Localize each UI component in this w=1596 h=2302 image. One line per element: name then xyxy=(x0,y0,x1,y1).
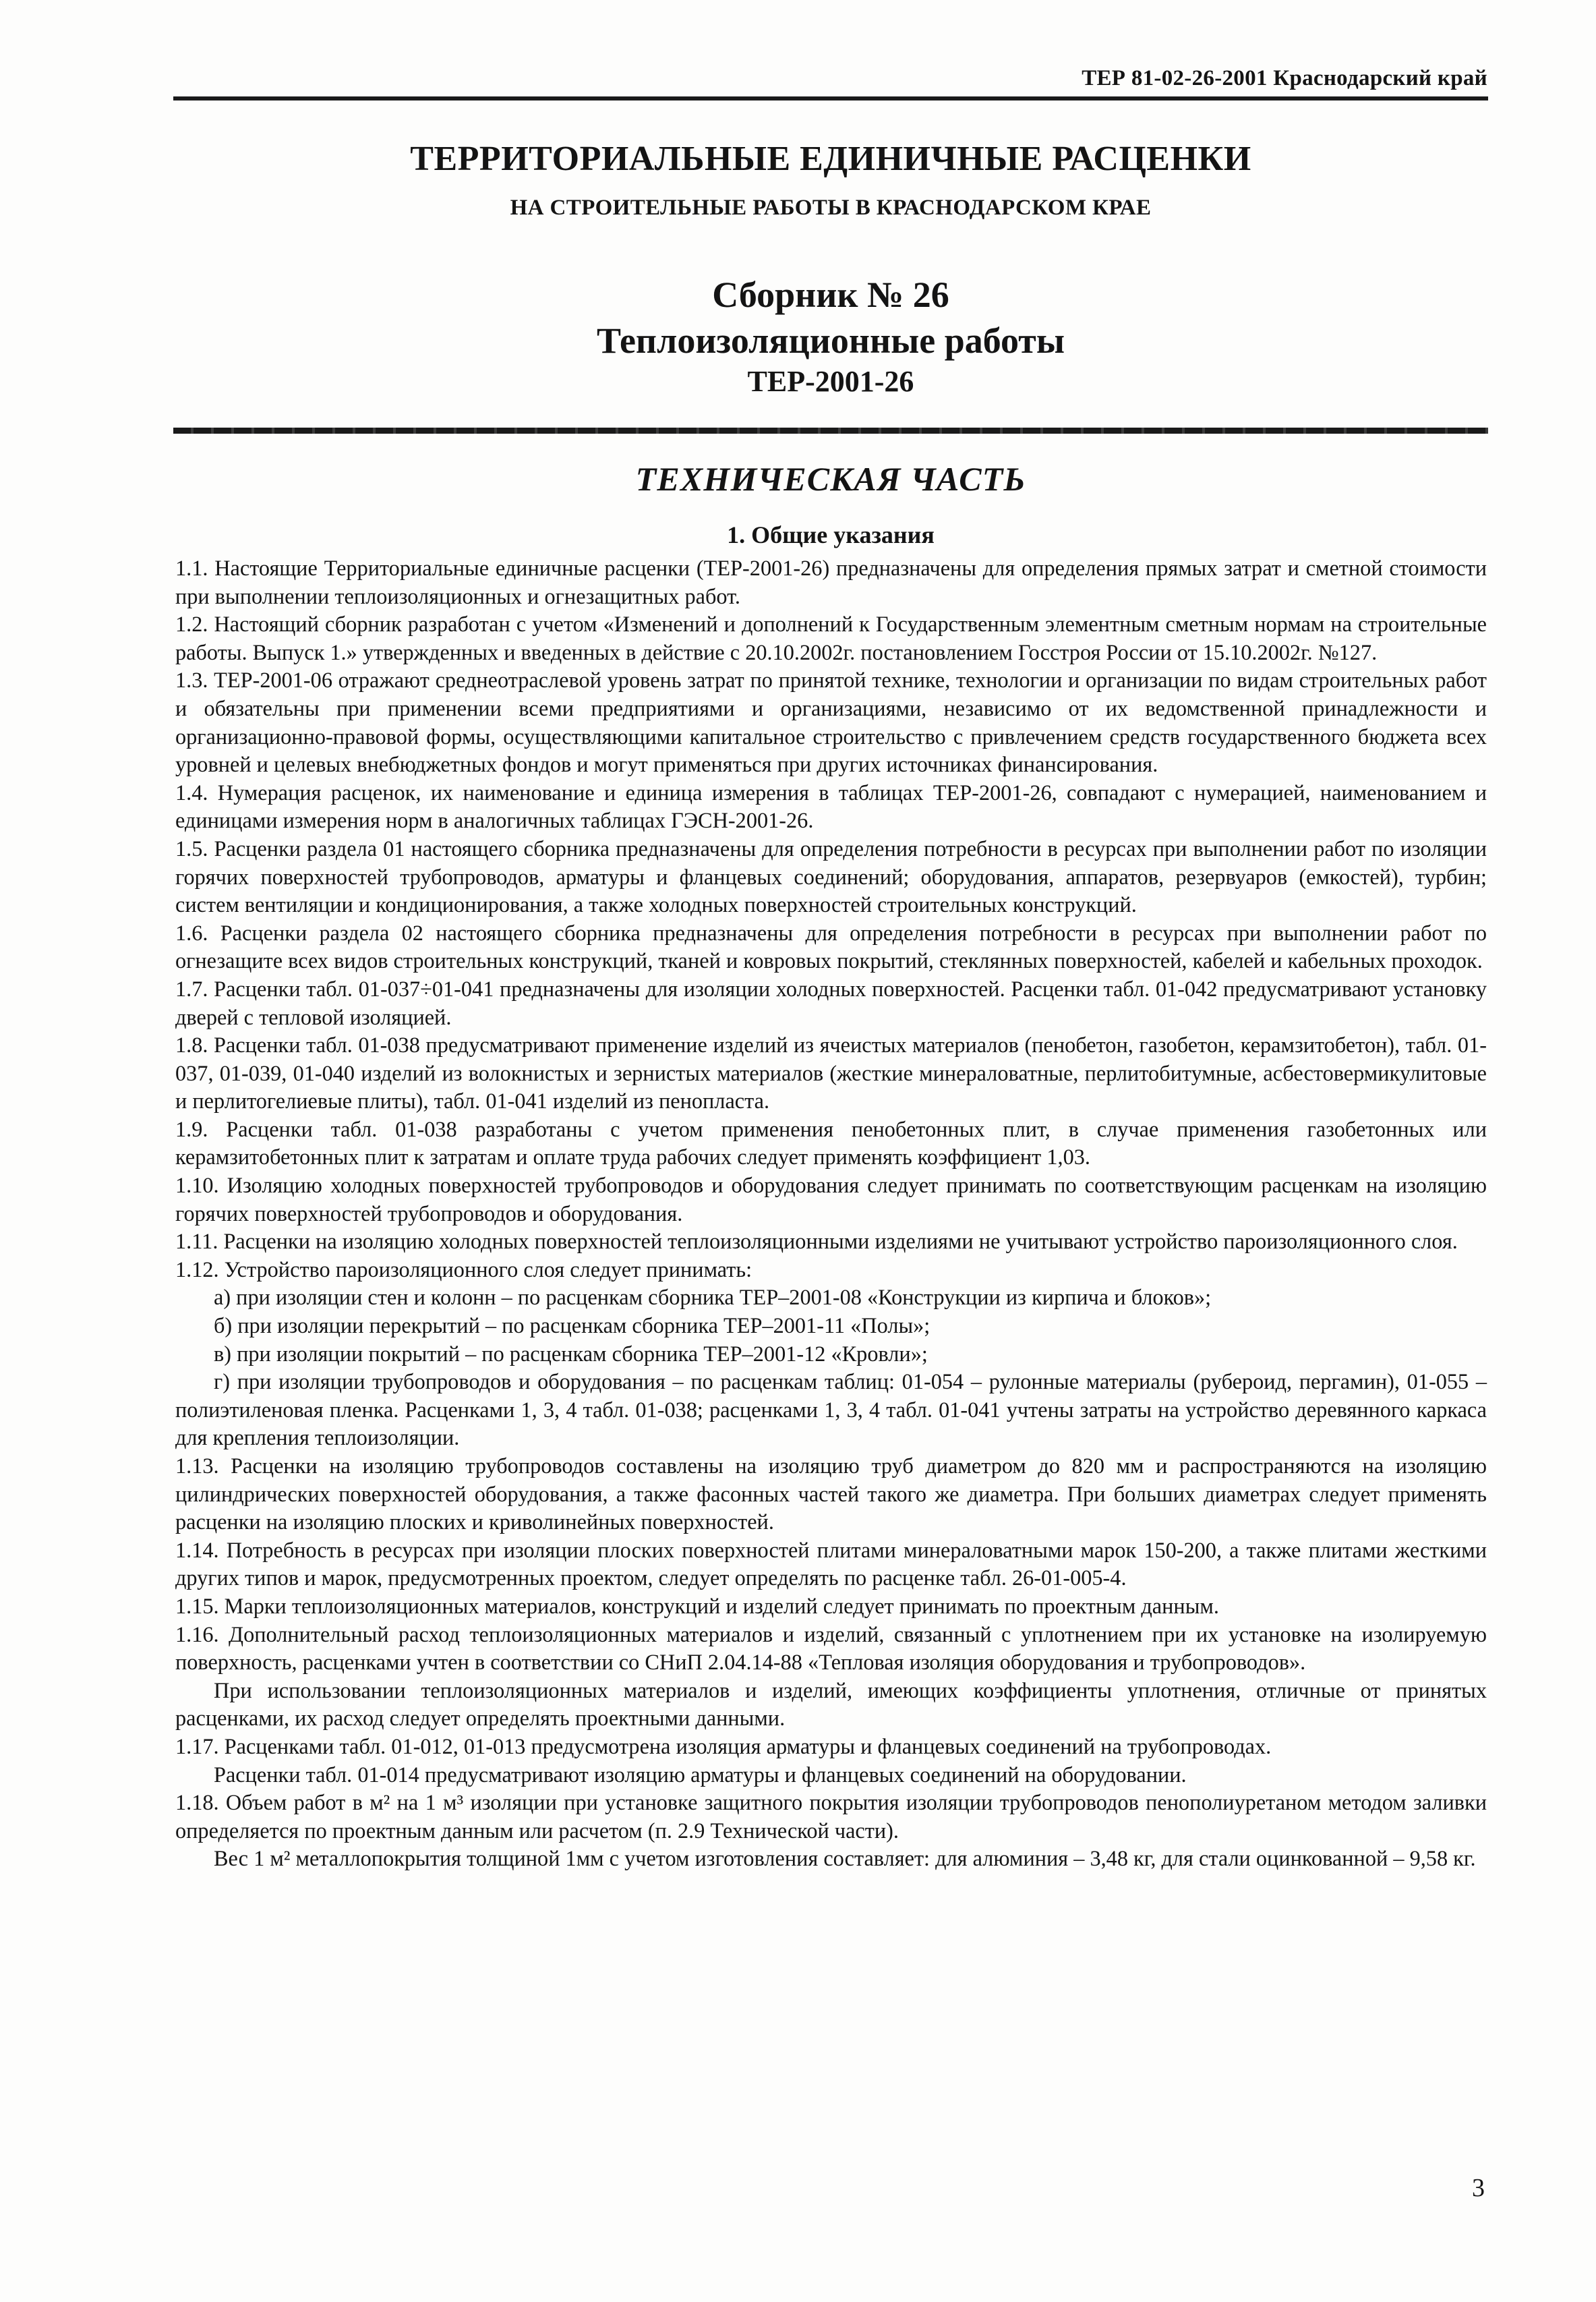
paragraph-1-12-d: г) при изоляции трубопроводов и оборудования – по расценкам таблиц: 01-054 – рулонные материалы (рубероид, пергамин), 01-055 – полиэтиленовая пленка. Расценками 1, 3, 4 табл. 01-038; расценками 1, 3, 4 табл. 01-041 учтены затраты на устройство деревянного каркаса для крепления теплоизоляции. xyxy=(175,1369,1487,1450)
paragraph-1-9: 1.9. Расценки табл. 01-038 разработаны с учетом применения пенобетонных плит, в случае применения газобетонных или керамзитобетонных плит к затратам и оплате труда рабочих следует применять коэффициент 1,03. xyxy=(175,1116,1487,1170)
paragraph-1-11: 1.11. Расценки на изоляцию холодных поверхностей теплоизоляционными изделиями не учитывают устройство пароизоляционного слоя. xyxy=(175,1229,1458,1254)
paragraph-1-10: 1.10. Изоляцию холодных поверхностей трубопроводов и оборудования следует принимать по соответствующим расценкам на изоляцию горячих поверхностей трубопроводов и оборудования. xyxy=(175,1173,1487,1226)
main-title: ТЕРРИТОРИАЛЬНЫЕ ЕДИНИЧНЫЕ РАСЦЕНКИ xyxy=(410,140,1251,178)
paragraph-1-12-c: в) при изоляции покрытий – по расценкам сборника ТЕР–2001-12 «Кровли»; xyxy=(214,1341,928,1366)
sub-title: НА СТРОИТЕЛЬНЫЕ РАБОТЫ В КРАСНОДАРСКОМ КРАЕ xyxy=(510,196,1152,220)
page-number: 3 xyxy=(1472,2174,1485,2202)
paragraph-1-2: 1.2. Настоящий сборник разработан с учетом «Изменений и дополнений к Государственным элементным сметным нормам на строительные работы. Выпуск 1.» утвержденных и введенных в действие с 20.10.2002г. постановлением Госстроя России от 15.10.2002г. №127. xyxy=(175,612,1487,664)
paragraph-1-12-b: б) при изоляции перекрытий – по расценкам сборника ТЕР–2001-11 «Полы»; xyxy=(214,1313,930,1338)
paragraph-1-18: 1.18. Объем работ в м² на 1 м³ изоляции при установке защитного покрытия изоляции трубопроводов пенополиуретаном методом заливки определяется по проектным данным или расчетом (п. 2.9 Технической части). xyxy=(175,1790,1487,1843)
paragraph-1-8: 1.8. Расценки табл. 01-038 предусматривают применение изделий из ячеистых материалов (пенобетон, газобетон, керамзитобетон), табл. 01-037, 01-039, 01-040 изделий из волокнистых и зернистых материалов (жесткие минераловатные, перлитобитумные, асбестовермикулитовые и перлитогелиевые плиты), табл. 01-041 изделий из пенопласта. xyxy=(175,1033,1487,1114)
subsection-title: 1. Общие указания xyxy=(727,521,935,548)
paragraph-1-16: 1.16. Дополнительный расход теплоизоляционных материалов и изделий, связанный с уплотнением при их установке на изолируемую поверхность, расценками учтен в соответствии со СНиП 2.04.14-88 «Тепловая изоляция оборудования и трубопроводов». xyxy=(175,1621,1487,1675)
paragraph-1-12: 1.12. Устройство пароизоляционного слоя следует принимать: xyxy=(175,1257,752,1282)
paragraph-1-13: 1.13. Расценки на изоляцию трубопроводов составлены на изоляцию труб диаметром до 820 мм и распространяются на изоляцию цилиндрических поверхностей оборудования, а также фасонных частей такого же диаметра. При больших диаметрах следует применять расценки на изоляцию плоских и криволинейных поверхностей. xyxy=(175,1454,1487,1534)
body-text xyxy=(175,554,1487,1873)
paragraph-1-14: 1.14. Потребность в ресурсах при изоляции плоских поверхностей плитами минераловатными марок 150-200, а также плитами жесткими других типов и марок, предусмотренных проектом, следует определять по расценке табл. 26-01-005-4. xyxy=(175,1537,1487,1590)
collection-number: Сборник № 26 xyxy=(712,275,949,315)
paragraph-1-16-note: При использовании теплоизоляционных материалов и изделий, имеющих коэффициенты уплотнения, отличные от принятых расценками, их расход следует определять проектными данными. xyxy=(175,1677,1487,1731)
header-rule xyxy=(173,96,1488,100)
paragraph-1-6: 1.6. Расценки раздела 02 настоящего сборника предназначены для определения потребности в ресурсах при выполнении работ по огнезащите всех видов строительных конструкций, тканей и ковровых покрытий, стеклянных поверхностей, кабелей и кабельных проходок. xyxy=(175,920,1487,973)
collection-code: ТЕР-2001-26 xyxy=(747,365,914,398)
paragraph-1-1: 1.1. Настоящие Территориальные единичные расценки (ТЕР-2001-26) предназначены для определения прямых затрат и сметной стоимости при выполнении теплоизоляционных и огнезащитных работ. xyxy=(175,556,1487,608)
paragraph-1-18-note: Вес 1 м² металлопокрытия толщиной 1мм с учетом изготовления составляет: для алюминия – 3,48 кг, для стали оцинкованной – 9,58 кг. xyxy=(214,1846,1476,1871)
paragraph-1-7: 1.7. Расценки табл. 01-037÷01-041 предназначены для изоляции холодных поверхностей. Расценки табл. 01-042 предусматривают установку дверей с тепловой изоляцией. xyxy=(175,976,1487,1029)
paragraph-1-5: 1.5. Расценки раздела 01 настоящего сборника предназначены для определения потребности в ресурсах при выполнении работ по изоляции горячих поверхностей трубопроводов, арматуры и фланцевых соединений; оборудования, аппаратов, резервуаров (емкостей), турбин; систем вентиляции и кондиционирования, а также холодных поверхностей строительных конструкций. xyxy=(175,836,1487,917)
paragraph-1-3: 1.3. ТЕР-2001-06 отражают среднеотраслевой уровень затрат по принятой технике, технологии и организации по видам строительных работ и обязательны при применении всеми предприятиями и организациями, независимо от их ведомственной принадлежности и организационно-правовой формы, осуществляющими капитальное строительство с привлечением средств государственного бюджета всех уровней и целевых внебюджетных фондов и могут применяться при других источниках финансирования. xyxy=(175,668,1487,777)
section-rule xyxy=(173,428,1488,434)
collection-name: Теплоизоляционные работы xyxy=(596,320,1065,361)
paragraph-1-4: 1.4. Нумерация расценок, их наименование и единица измерения в таблицах ТЕР-2001-26, совпадают с нумерацией, наименованием и единицами измерения норм в аналогичных таблицах ГЭСН-2001-26. xyxy=(175,780,1487,833)
paragraph-1-15: 1.15. Марки теплоизоляционных материалов, конструкций и изделий следует принимать по проектным данным. xyxy=(175,1593,1219,1618)
paragraph-1-12-a: а) при изоляции стен и колонн – по расценкам сборника ТЕР–2001-08 «Конструкции из кирпича и блоков»; xyxy=(214,1285,1212,1310)
paragraph-1-17-note: Расценки табл. 01-014 предусматривают изоляцию арматуры и фланцевых соединений на оборудовании. xyxy=(214,1762,1187,1787)
section-title: ТЕХНИЧЕСКАЯ ЧАСТЬ xyxy=(635,460,1026,498)
paragraph-1-17: 1.17. Расценками табл. 01-012, 01-013 предусмотрена изоляция арматуры и фланцевых соединений на трубопроводах. xyxy=(175,1733,1272,1758)
running-header: ТЕР 81-02-26-2001 Краснодарский край xyxy=(1082,66,1487,90)
